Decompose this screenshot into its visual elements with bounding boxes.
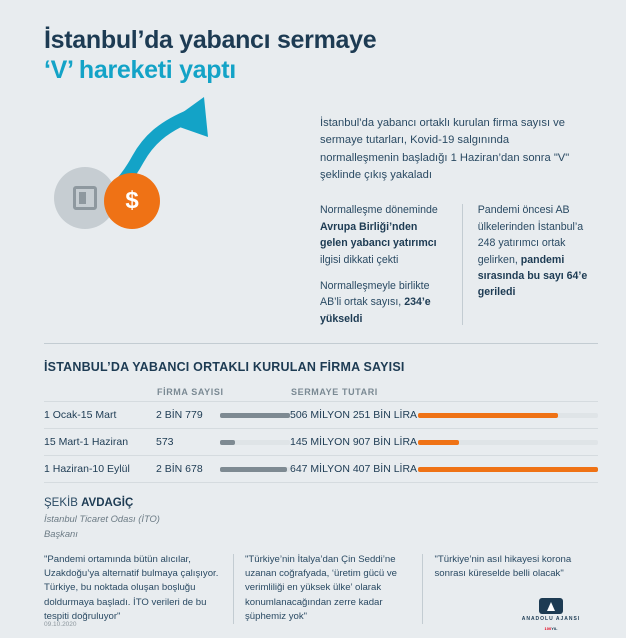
row-amount-value: 506 MİLYON 251 BİN LİRA [290, 402, 418, 429]
row-amount-value: 145 MİLYON 907 BİN LİRA [290, 429, 418, 456]
lede-paragraph: İstanbul’da yabancı ortaklı kurulan firma sayısı ve sermaye tutarları, Kovid-19 salgınında normalleşmenin başladığı 1 Haziran’dan sonra "V" şeklinde çıkış yakaladı [320, 117, 570, 182]
coin-icons [54, 167, 160, 229]
row-period: 1 Ocak-15 Mart [44, 402, 156, 429]
data-table-section [0, 344, 626, 483]
note-pandemic-decline: Pandemi öncesi AB ülkelerinden İstanbul’a 248 yatırımcı ortak gelirken, pandemi sırasında bu sayı 64’e geriledi [462, 202, 588, 327]
quote-1: "Pandemi ortamında bütün alıcılar, Uzakdoğu’ya alternatif bulmaya çalışıyor. Türkiye, bu noktada oluşan boşluğu doldurmaya başladı. İTO verileri de bu tespiti doğruluyor" [44, 553, 219, 623]
arrow-graphic [44, 89, 302, 239]
table-row [44, 402, 598, 429]
publication-date: 09.10.2020 [44, 621, 77, 628]
col-capital-amount: SERMAYE TUTARI [291, 387, 378, 398]
top-section [0, 85, 626, 327]
quote-2: "Türkiye’nin İtalya’dan Çin Seddi’ne uzanan coğrafyada, ‘üretim gücü ve verimliliği en yüksek ülke’ olarak konumlanacağından zerre kadar şüphemiz yok" [233, 553, 409, 625]
page-title-line1: İstanbul’da yabancı sermaye [44, 26, 377, 54]
table-section-title: İSTANBUL’DA YABANCI ORTAKLI KURULAN FİRMA SAYISI [44, 360, 405, 375]
lede-column [320, 85, 588, 327]
notes-row [320, 202, 588, 327]
agency-logo [476, 598, 626, 638]
row-count-value: 2 BİN 678 [156, 456, 220, 483]
row-amount-bar [418, 402, 598, 429]
table-row [44, 429, 598, 456]
row-amount-bar [418, 456, 598, 483]
note-eu-interest: Normalleşme döneminde Avrupa Birliği’nden gelen yabancı yatırımcı ilgisi dikkati çekti Normalleşmeyle birlikte AB’li ortak sayısı, 234’e yükseldi [320, 204, 438, 325]
person-role: İstanbul Ticaret Odası (İTO) Başkanı [44, 513, 160, 539]
anniversary-badge: 100YIL [544, 626, 558, 631]
row-count-bar [220, 429, 290, 456]
dollar-coin-icon: $ [104, 173, 160, 229]
table-header-row [44, 386, 598, 402]
row-count-bar [220, 456, 290, 483]
header [0, 0, 626, 85]
table-row [44, 456, 598, 483]
row-count-value: 2 BİN 779 [156, 402, 220, 429]
row-amount-value: 647 MİLYON 407 BİN LİRA [290, 456, 418, 483]
foreign-partner-table [44, 386, 598, 483]
person-name: ŞEKİB AVDAGİÇ [44, 497, 134, 510]
col-period [44, 386, 156, 402]
quote-3: "Türkiye’nin asıl hikayesi korona sonrası küreselde belli olacak" [422, 553, 598, 625]
page-title-line2: ‘V’ hareketi yaptı [44, 55, 236, 84]
col-firm-count: FİRMA SAYISI [157, 387, 224, 398]
row-amount-bar [418, 429, 598, 456]
row-period: 15 Mart-1 Haziran [44, 429, 156, 456]
agency-name: ANADOLU AJANSI [521, 616, 581, 622]
row-count-value: 573 [156, 429, 220, 456]
row-count-bar [220, 402, 290, 429]
row-period: 1 Haziran-10 Eylül [44, 456, 156, 483]
graphic-column [44, 85, 302, 327]
anadolu-agency-icon [539, 598, 563, 614]
footer [0, 598, 626, 638]
